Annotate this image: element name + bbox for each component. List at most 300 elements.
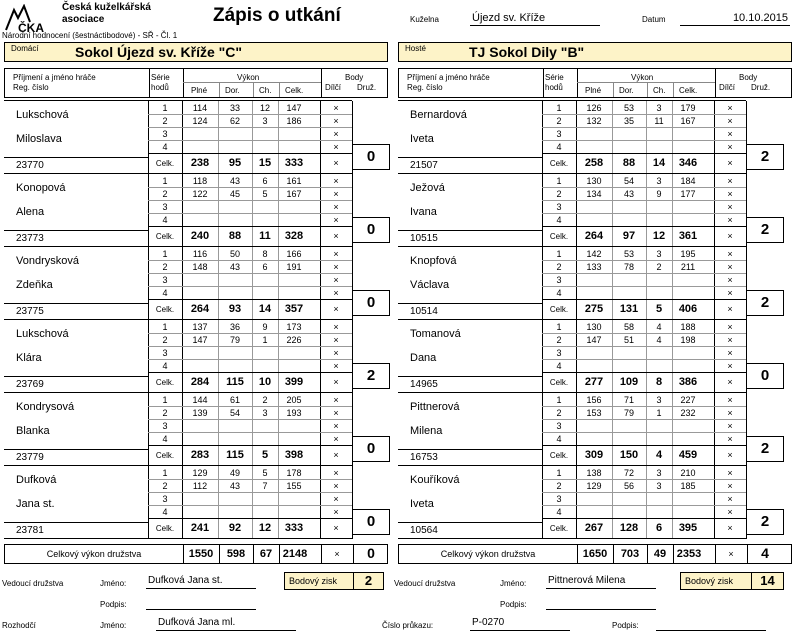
ch-col-header: Ch. — [653, 86, 666, 95]
total-plne: 264 — [190, 303, 210, 315]
plne-value: 130 — [586, 176, 602, 186]
plne-value: 130 — [586, 322, 602, 332]
total-dor: 115 — [226, 376, 244, 388]
total-row-label: Celk. — [155, 232, 175, 241]
dilci-mark[interactable]: × — [727, 202, 733, 212]
plne-value: 153 — [586, 408, 602, 418]
druz-col-header: Druž. — [751, 83, 771, 92]
total-dilci-mark[interactable]: × — [333, 304, 339, 314]
player-surname: Bernardová — [410, 109, 467, 121]
serie-number: 2 — [556, 189, 562, 199]
vykon-col-header: Výkon — [237, 73, 260, 82]
dor-value: 79 — [229, 335, 240, 345]
player-surname: Lukschová — [16, 328, 69, 340]
serie-number: 2 — [162, 481, 168, 491]
player-points-box[interactable]: 2 — [746, 217, 784, 243]
player-points-box[interactable]: 2 — [746, 509, 784, 535]
total-plne: 241 — [190, 522, 210, 534]
player-surname: Knopfová — [410, 255, 457, 267]
total-celk: 395 — [678, 522, 698, 534]
dilci-mark[interactable]: × — [333, 215, 339, 225]
away-team-bar — [398, 42, 792, 62]
player-reg-number: 23779 — [16, 452, 44, 463]
celk-value: 155 — [286, 481, 302, 491]
team-total-dilci-mark[interactable]: × — [728, 549, 734, 559]
dilci-mark[interactable]: × — [727, 262, 733, 272]
total-dor: 109 — [619, 376, 639, 388]
player-block — [398, 100, 746, 173]
dilci-mark[interactable]: × — [727, 395, 733, 405]
org-name: Česká kuželkářská asociace — [62, 2, 151, 25]
serie-number: 1 — [556, 249, 562, 259]
prukaz-label: Číslo průkazu: — [382, 621, 434, 630]
ch-value: 5 — [262, 468, 268, 478]
dilci-mark[interactable]: × — [333, 275, 339, 285]
plne-value: 137 — [192, 322, 208, 332]
serie-number: 4 — [556, 361, 562, 371]
total-celk: 346 — [678, 157, 698, 169]
serie-number: 1 — [556, 468, 562, 478]
total-celk: 333 — [284, 522, 304, 534]
home-role-label: Domácí — [11, 44, 39, 53]
ch-value: 9 — [262, 322, 268, 332]
dor-value: 53 — [623, 249, 634, 259]
serie-number: 1 — [162, 322, 168, 332]
total-dilci-mark[interactable]: × — [727, 377, 733, 387]
datum-value[interactable]: 10.10.2015 — [680, 10, 790, 26]
total-row-label: Celk. — [155, 159, 175, 168]
dilci-mark[interactable]: × — [727, 421, 733, 431]
celk-value: 195 — [680, 249, 696, 259]
total-dilci-mark[interactable]: × — [727, 450, 733, 460]
total-plne: 283 — [190, 449, 210, 461]
away-vedouci-label: Vedoucí družstva — [394, 579, 456, 588]
player-surname: Kouříková — [410, 474, 460, 486]
total-ch: 10 — [258, 376, 272, 388]
dilci-mark[interactable]: × — [333, 249, 339, 259]
player-block — [4, 100, 352, 173]
player-block — [398, 392, 746, 465]
total-dilci-mark[interactable]: × — [727, 158, 733, 168]
rozhodci-name[interactable]: Dufková Jana ml. — [156, 615, 296, 631]
total-ch: 8 — [655, 376, 663, 388]
dilci-mark[interactable]: × — [333, 288, 339, 298]
player-surname: Lukschová — [16, 109, 69, 121]
team-total-label: Celkový výkon družstva — [440, 549, 536, 559]
dor-value: 43 — [229, 176, 240, 186]
serie-number: 2 — [556, 481, 562, 491]
home-jmeno-label: Jméno: — [100, 579, 127, 588]
ch-value: 5 — [262, 189, 268, 199]
player-points-box[interactable]: 0 — [746, 363, 784, 389]
plne-value: 148 — [192, 262, 208, 272]
ch-value: 1 — [262, 335, 268, 345]
dilci-mark[interactable]: × — [727, 434, 733, 444]
total-dilci-mark[interactable]: × — [333, 450, 339, 460]
dilci-mark[interactable]: × — [333, 421, 339, 431]
dilci-mark[interactable]: × — [333, 434, 339, 444]
player-reg-number: 23781 — [16, 525, 44, 536]
dilci-mark[interactable]: × — [333, 468, 339, 478]
plne-value: 112 — [192, 481, 208, 491]
plne-col-header: Plné — [585, 86, 602, 95]
dilci-mark[interactable]: × — [727, 142, 733, 152]
dilci-mark[interactable]: × — [727, 176, 733, 186]
player-first-name: Jana st. — [16, 498, 55, 510]
plne-value: 142 — [586, 249, 602, 259]
player-first-name: Václava — [410, 279, 450, 291]
kuzelna-value[interactable]: Újezd sv. Kříže — [470, 10, 600, 26]
ch-value: 11 — [654, 116, 664, 126]
player-surname: Ježová — [410, 182, 445, 194]
total-plne: 258 — [584, 157, 604, 169]
player-first-name: Milena — [410, 425, 443, 437]
dilci-mark[interactable]: × — [333, 129, 339, 139]
home-team-bar — [4, 42, 388, 62]
player-points-box[interactable]: 0 — [352, 144, 390, 170]
dor-value: 54 — [229, 408, 240, 418]
player-first-name: Iveta — [410, 498, 434, 510]
serie-number: 4 — [162, 142, 168, 152]
player-points-box[interactable]: 0 — [352, 290, 390, 316]
name-col-header: Příjmení a jméno hráče — [407, 73, 490, 82]
total-dor: 92 — [228, 522, 242, 534]
celk-value: 191 — [286, 262, 302, 272]
serie-number: 2 — [162, 262, 168, 272]
total-dor: 88 — [622, 157, 636, 169]
plne-value: 129 — [192, 468, 208, 478]
home-podpis-field[interactable] — [146, 594, 256, 610]
ch-value: 4 — [656, 335, 662, 345]
dor-value: 54 — [623, 176, 634, 186]
celk-value: 211 — [680, 262, 696, 272]
player-reg-number: 10515 — [410, 233, 438, 244]
dor-value: 49 — [229, 468, 240, 478]
celk-value: 184 — [680, 176, 696, 186]
away-vedouci-name[interactable]: Pittnerová Milena — [546, 573, 656, 589]
player-reg-number: 21507 — [410, 160, 438, 171]
ch-value: 1 — [656, 408, 662, 418]
dor-value: 53 — [623, 103, 634, 113]
serie-number: 1 — [556, 176, 562, 186]
total-celk: 386 — [678, 376, 698, 388]
dor-value: 36 — [229, 322, 240, 332]
player-points-box[interactable]: 2 — [352, 363, 390, 389]
total-dilci-mark[interactable]: × — [727, 231, 733, 241]
total-ch: 12 — [652, 230, 666, 242]
team-total-ch: 49 — [653, 548, 667, 560]
player-block — [398, 319, 746, 392]
total-plne: 238 — [190, 157, 210, 169]
dilci-mark[interactable]: × — [727, 348, 733, 358]
total-row-label: Celk. — [549, 159, 569, 168]
dilci-mark[interactable]: × — [333, 494, 339, 504]
dilci-mark[interactable]: × — [727, 481, 733, 491]
team-total-dor: 598 — [226, 548, 246, 560]
dor-value: 61 — [229, 395, 240, 405]
player-points-box[interactable]: 0 — [352, 509, 390, 535]
dilci-mark[interactable]: × — [727, 215, 733, 225]
serie-number: 3 — [162, 421, 168, 431]
player-surname: Tomanová — [410, 328, 461, 340]
total-ch: 4 — [655, 449, 663, 461]
dilci-mark[interactable]: × — [333, 335, 339, 345]
dor-value: 43 — [229, 481, 240, 491]
dilci-mark[interactable]: × — [727, 249, 733, 259]
team-total-points: 0 — [367, 545, 375, 561]
ch-value: 2 — [262, 395, 268, 405]
total-plne: 309 — [584, 449, 604, 461]
competition-subtitle: Národní hodnocení (šestnáctibodové) - SŘ - Čl. 1 — [2, 31, 178, 40]
total-celk: 406 — [678, 303, 698, 315]
celk-value: 193 — [286, 408, 302, 418]
celk-value: 179 — [680, 103, 696, 113]
total-row-label: Celk. — [155, 524, 175, 533]
player-first-name: Iveta — [410, 133, 434, 145]
dilci-mark[interactable]: × — [333, 262, 339, 272]
celk-value: 205 — [286, 395, 302, 405]
ch-value: 8 — [262, 249, 268, 259]
total-row-label: Celk. — [549, 378, 569, 387]
player-first-name: Alena — [16, 206, 45, 218]
serie-number: 3 — [556, 348, 562, 358]
away-podpis-field[interactable] — [546, 594, 656, 610]
plne-value: 132 — [586, 116, 602, 126]
total-row-label: Celk. — [549, 305, 569, 314]
serie-number: 3 — [162, 275, 168, 285]
dor-value: 43 — [623, 189, 634, 199]
serie-number: 4 — [556, 142, 562, 152]
total-dilci-mark[interactable]: × — [333, 377, 339, 387]
team-total-ch: 67 — [259, 548, 273, 560]
away-team-total-row — [398, 544, 792, 564]
player-surname: Kondrysová — [16, 401, 75, 413]
ch-value: 3 — [262, 116, 268, 126]
total-dilci-mark[interactable]: × — [727, 304, 733, 314]
player-first-name: Klára — [16, 352, 42, 364]
hodu-col-header: hodů — [545, 83, 563, 92]
dilci-mark[interactable]: × — [727, 189, 733, 199]
team-total-plne: 1650 — [582, 548, 608, 560]
plne-value: 139 — [192, 408, 208, 418]
logo-text: ČKA — [18, 21, 44, 34]
ch-value: 4 — [656, 322, 662, 332]
dilci-mark[interactable]: × — [727, 494, 733, 504]
player-first-name: Blanka — [16, 425, 50, 437]
dilci-mark[interactable]: × — [333, 103, 339, 113]
total-celk: 399 — [284, 376, 304, 388]
dor-value: 71 — [623, 395, 634, 405]
player-reg-number: 10564 — [410, 525, 438, 536]
serie-number: 4 — [162, 288, 168, 298]
player-points-box[interactable]: 0 — [352, 217, 390, 243]
ch-value: 6 — [262, 262, 268, 272]
dilci-mark[interactable]: × — [727, 116, 733, 126]
team-total-celk: 2353 — [676, 548, 702, 560]
serie-number: 3 — [556, 421, 562, 431]
dor-value: 35 — [623, 116, 634, 126]
home-bodovy-zisk: Bodový zisk 2 — [284, 572, 384, 590]
player-points-box[interactable]: 0 — [352, 436, 390, 462]
team-total-dilci-mark[interactable]: × — [334, 549, 340, 559]
player-block — [4, 392, 352, 465]
dilci-mark[interactable]: × — [333, 361, 339, 371]
dilci-col-header: Dílčí — [719, 83, 735, 92]
total-dilci-mark[interactable]: × — [333, 158, 339, 168]
dor-col-header: Dor. — [225, 86, 240, 95]
total-row-label: Celk. — [155, 378, 175, 387]
dilci-mark[interactable]: × — [333, 395, 339, 405]
total-ch: 14 — [652, 157, 666, 169]
serie-number: 4 — [162, 215, 168, 225]
dilci-mark[interactable]: × — [333, 507, 339, 517]
serie-number: 2 — [556, 335, 562, 345]
total-row-label: Celk. — [155, 305, 175, 314]
player-reg-number: 23773 — [16, 233, 44, 244]
dor-value: 33 — [229, 103, 240, 113]
player-block — [4, 465, 352, 538]
serie-number: 3 — [556, 202, 562, 212]
dilci-mark[interactable]: × — [727, 103, 733, 113]
celk-value: 173 — [286, 322, 302, 332]
total-dor: 97 — [622, 230, 636, 242]
druz-col-header: Druž. — [357, 83, 377, 92]
dor-value: 50 — [229, 249, 240, 259]
serie-number: 1 — [162, 176, 168, 186]
total-row-label: Celk. — [549, 232, 569, 241]
serie-number: 3 — [556, 275, 562, 285]
dilci-mark[interactable]: × — [333, 481, 339, 491]
total-dilci-mark[interactable]: × — [333, 523, 339, 533]
dilci-mark[interactable]: × — [333, 202, 339, 212]
dilci-mark[interactable]: × — [727, 288, 733, 298]
dilci-mark[interactable]: × — [727, 322, 733, 332]
player-block — [4, 319, 352, 392]
dilci-mark[interactable]: × — [727, 129, 733, 139]
plne-value: 126 — [586, 103, 602, 113]
total-dor: 128 — [619, 522, 639, 534]
hodu-col-header: hodů — [151, 83, 169, 92]
player-block — [398, 465, 746, 538]
serie-number: 4 — [556, 288, 562, 298]
celk-value: 186 — [286, 116, 302, 126]
ch-value: 12 — [259, 103, 270, 113]
total-celk: 333 — [284, 157, 304, 169]
rozhodci-podpis-field[interactable] — [656, 615, 766, 631]
dilci-mark[interactable]: × — [727, 335, 733, 345]
dilci-mark[interactable]: × — [727, 361, 733, 371]
total-ch: 5 — [261, 449, 269, 461]
celk-value: 178 — [286, 468, 302, 478]
player-surname: Vondrysková — [16, 255, 79, 267]
dor-value: 58 — [623, 322, 634, 332]
dilci-mark[interactable]: × — [333, 322, 339, 332]
serie-number: 4 — [162, 361, 168, 371]
celk-value: 166 — [286, 249, 302, 259]
ch-value: 3 — [656, 249, 662, 259]
celk-value: 227 — [680, 395, 696, 405]
dilci-mark[interactable]: × — [727, 275, 733, 285]
dilci-mark[interactable]: × — [333, 189, 339, 199]
ch-col-header: Ch. — [259, 86, 272, 95]
total-ch: 5 — [655, 303, 663, 315]
total-row-label: Celk. — [155, 451, 175, 460]
dilci-col-header: Dílčí — [325, 83, 341, 92]
home-bodovy-value: 2 — [353, 573, 383, 589]
home-team-total-row — [4, 544, 388, 564]
dilci-mark[interactable]: × — [333, 408, 339, 418]
serie-number: 3 — [162, 202, 168, 212]
celk-value: 198 — [680, 335, 696, 345]
total-celk: 328 — [284, 230, 304, 242]
home-podpis-label: Podpis: — [100, 600, 127, 609]
dor-value: 43 — [229, 262, 240, 272]
total-plne: 240 — [190, 230, 210, 242]
ch-value: 3 — [656, 468, 662, 478]
player-points-box[interactable]: 2 — [746, 436, 784, 462]
plne-value: 138 — [586, 468, 602, 478]
plne-value: 133 — [586, 262, 602, 272]
team-total-dor: 703 — [620, 548, 640, 560]
plne-value: 134 — [586, 189, 602, 199]
dor-col-header: Dor. — [619, 86, 634, 95]
serie-number: 4 — [162, 507, 168, 517]
serie-number: 3 — [556, 494, 562, 504]
player-block — [398, 246, 746, 319]
dor-value: 79 — [623, 408, 634, 418]
player-reg-number: 14965 — [410, 379, 438, 390]
vykon-col-header: Výkon — [631, 73, 654, 82]
rozhodci-podpis-label: Podpis: — [612, 621, 639, 630]
plne-value: 144 — [192, 395, 208, 405]
away-jmeno-label: Jméno: — [500, 579, 527, 588]
player-points-box[interactable]: 2 — [746, 290, 784, 316]
plne-value: 147 — [586, 335, 602, 345]
player-block — [4, 173, 352, 246]
celk-col-header: Celk. — [679, 86, 698, 95]
dilci-mark[interactable]: × — [333, 348, 339, 358]
dilci-mark[interactable]: × — [727, 468, 733, 478]
dilci-mark[interactable]: × — [333, 116, 339, 126]
total-dor: 93 — [228, 303, 242, 315]
total-celk: 459 — [678, 449, 698, 461]
away-bodovy-value: 14 — [751, 573, 783, 589]
player-reg-number: 10514 — [410, 306, 438, 317]
prukaz-value[interactable]: P-0270 — [470, 615, 570, 631]
total-celk: 398 — [284, 449, 304, 461]
dilci-mark[interactable]: × — [333, 142, 339, 152]
serie-number: 1 — [556, 103, 562, 113]
total-plne: 277 — [584, 376, 604, 388]
dilci-mark[interactable]: × — [727, 408, 733, 418]
plne-value: 124 — [192, 116, 208, 126]
celk-value: 177 — [680, 189, 696, 199]
player-reg-number: 23775 — [16, 306, 44, 317]
dilci-mark[interactable]: × — [727, 507, 733, 517]
home-vedouci-name[interactable]: Dufková Jana st. — [146, 573, 256, 589]
total-dilci-mark[interactable]: × — [333, 231, 339, 241]
celk-value: 167 — [680, 116, 696, 126]
kuzelna-label: Kuželna — [410, 15, 439, 24]
team-total-points: 4 — [761, 545, 769, 561]
home-column-header — [4, 68, 388, 98]
player-points-box[interactable]: 2 — [746, 144, 784, 170]
total-dilci-mark[interactable]: × — [727, 523, 733, 533]
serie-number: 2 — [556, 408, 562, 418]
total-ch: 14 — [258, 303, 272, 315]
celk-value: 147 — [286, 103, 302, 113]
dilci-mark[interactable]: × — [333, 176, 339, 186]
